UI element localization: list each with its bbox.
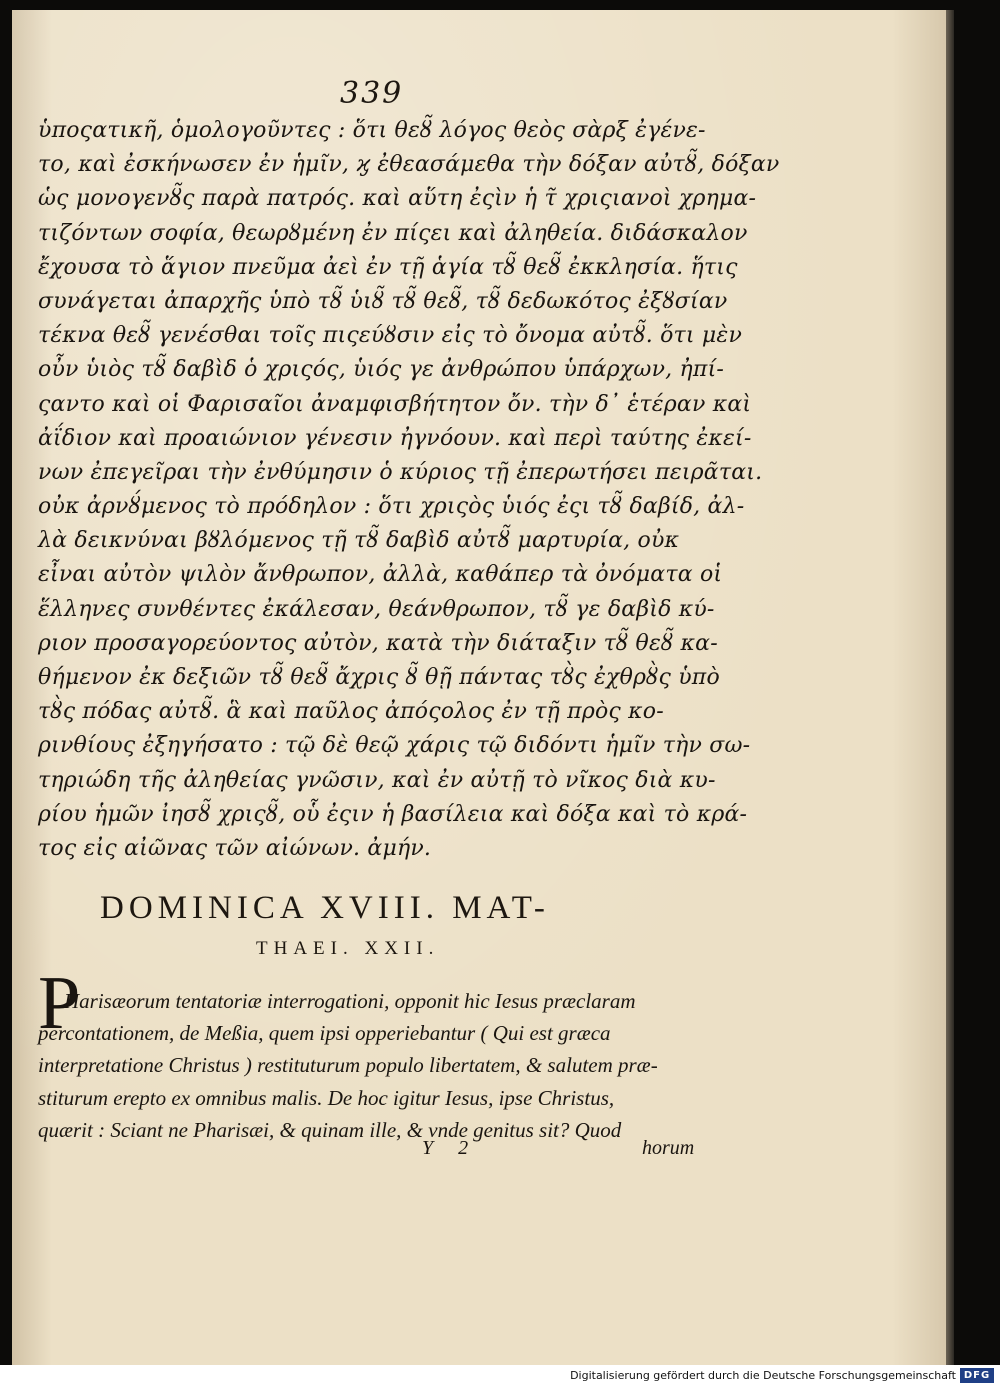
greek-line: νων ἐπεγεῖραι τὴν ἐνθύμησιν ὁ κύριος τῇ ἐπερωτήσει πειρᾶται. — [38, 459, 763, 485]
greek-line: οὐκ ἀρνȣ́μενος τὸ πρόδηλον : ὅτι χριςὸς ὑιός ἐςι τȣ̃ δαβίδ, ἀλ- — [38, 494, 745, 520]
greek-line: θήμενον ἐκ δεξιῶν τȣ̃ θεȣ̃ ἄχρις ȣ̃ θῇ πάντας τȣ̀ς ἐχθρȣ̀ς ὑπὸ — [38, 665, 720, 690]
footer-bar — [0, 1365, 1000, 1387]
greek-line: ὑποςατικῆ, ὁμολογοῦντες : ὅτι θεȣ̃ λόγος θεὸς σὰρξ ἐγένε- — [38, 118, 706, 143]
greek-line: ςαντο καὶ οἱ Φαρισαῖοι ἀναμφισβήτητον ὄν. τὴν δ᾽ ἑτέραν καὶ — [38, 391, 752, 417]
latin-line: stiturum erepto ex omnibus malis. De hoc igitur Iesus, ipse Christus, — [38, 1085, 615, 1110]
section-subheading: THAEI. XXII. — [256, 938, 440, 959]
greek-line: ἀΐδιον καὶ προαιώνιον γένεσιν ἠγνόουν. καὶ περὶ ταύτης ἐκεί- — [38, 425, 752, 451]
signature-mark: Y 2 — [422, 1137, 479, 1159]
greek-line: ἕλληνες συνθέντες ἐκάλεσαν, θεάνθρωπον, τȣ̃ γε δαβὶδ κύ- — [38, 596, 715, 622]
funding-credit: Digitalisierung gefördert durch die Deutsche Forschungsgemeinschaft — [570, 1369, 956, 1382]
greek-line: ὡς μονογενȣ̃ς παρὰ πατρός. καὶ αὕτη ἐςὶν ἡ τ̃ χριςιανοὶ χρημα- — [38, 186, 757, 212]
section-heading: DOMINICA XVIII. MAT- — [100, 890, 550, 926]
page-edge — [946, 10, 954, 1365]
drop-cap: P — [38, 961, 81, 1045]
greek-line: τηριώδη τῆς ἀληθείας γνῶσιν, καὶ ἐν αὐτῇ τὸ νῖκος διὰ κυ- — [38, 767, 716, 793]
latin-line: quærit : Sciant ne Pharisæi, & quinam ille, & vnde genitus sit? Quod — [38, 1117, 622, 1142]
catchword: horum — [642, 1137, 695, 1159]
greek-line: λὰ δεικνύναι βȣλόμενος τῇ τȣ̃ δαβὶδ αὐτȣ̃ μαρτυρία, οὐκ — [38, 528, 680, 554]
greek-line: το, καὶ ἐσκήνωσεν ἐν ἡμῖν, ϗ ἐθεασάμεθα τὴν δόξαν αὐτȣ̃, δόξαν — [38, 152, 780, 178]
greek-line: οὖν ὑιὸς τȣ̃ δαβὶδ ὁ χριςός, ὑιός γε ἀνθρώπου ὑπάρχων, ἠπί- — [38, 357, 725, 383]
greek-text-block — [38, 114, 780, 866]
greek-line: τος εἰς αἰῶνας τῶν αἰώνων. ἀμήν. — [38, 835, 432, 861]
greek-line: εἶναι αὐτὸν ψιλὸν ἄνθρωπον, ἀλλὰ, καθάπερ τὰ ὀνόματα οἱ — [38, 562, 723, 588]
greek-line: συνάγεται ἀπαρχῆς ὑπὸ τȣ̃ ὑιȣ̃ τȣ̃ θεȣ̃, τȣ̃ δεδωκότος ἐξȣσίαν — [38, 288, 728, 314]
greek-line: τȣ̀ς πόδας αὐτȣ̃. ἃ καὶ παῦλος ἀπόςολος ἐν τῇ πρὸς κο- — [38, 699, 664, 725]
page-number: 339 — [340, 76, 404, 111]
dfg-logo-icon: DFG — [960, 1368, 994, 1383]
latin-text-block — [38, 985, 728, 1146]
greek-line: ρίου ἡμῶν ἰησȣ̃ χριςȣ̃, οὗ ἐςιν ἡ βασίλεια καὶ δόξα καὶ τὸ κρά- — [38, 801, 748, 827]
greek-line: τιζόντων σοφία, θεωρȣμένη ἐν πίςει καὶ ἀληθεία. διδάσκαλον — [38, 220, 748, 246]
latin-line: percontationem, de Meßia, quem ipsi opperiebantur ( Qui est græca — [38, 1021, 611, 1046]
greek-line: ριον προσαγορεύοντος αὐτὸν, κατὰ τὴν διάταξιν τȣ̃ θεȣ̃ κα- — [38, 630, 718, 656]
greek-line: ἔχουσα τὸ ἅγιον πνεῦμα ἀεὶ ἐν τῇ ἁγία τȣ̃ θεȣ̃ ἐκκλησία. ἥτις — [38, 254, 738, 280]
latin-line: interpretatione Christus ) restituturum populo libertatem, & salutem præ- — [38, 1053, 658, 1078]
latin-line: Harisæorum tentatoriæ interrogationi, opponit hic Iesus præclaram — [64, 989, 636, 1013]
greek-line: ρινθίους ἐξηγήσατο : τῷ δὲ θεῷ χάρις τῷ διδόντι ἡμῖν τὴν σω- — [38, 733, 751, 759]
greek-line: τέκνα θεȣ̃ γενέσθαι τοῖς πιςεύȣσιν εἰς τὸ ὄνομα αὐτȣ̃. ὅτι μὲν — [38, 323, 743, 349]
